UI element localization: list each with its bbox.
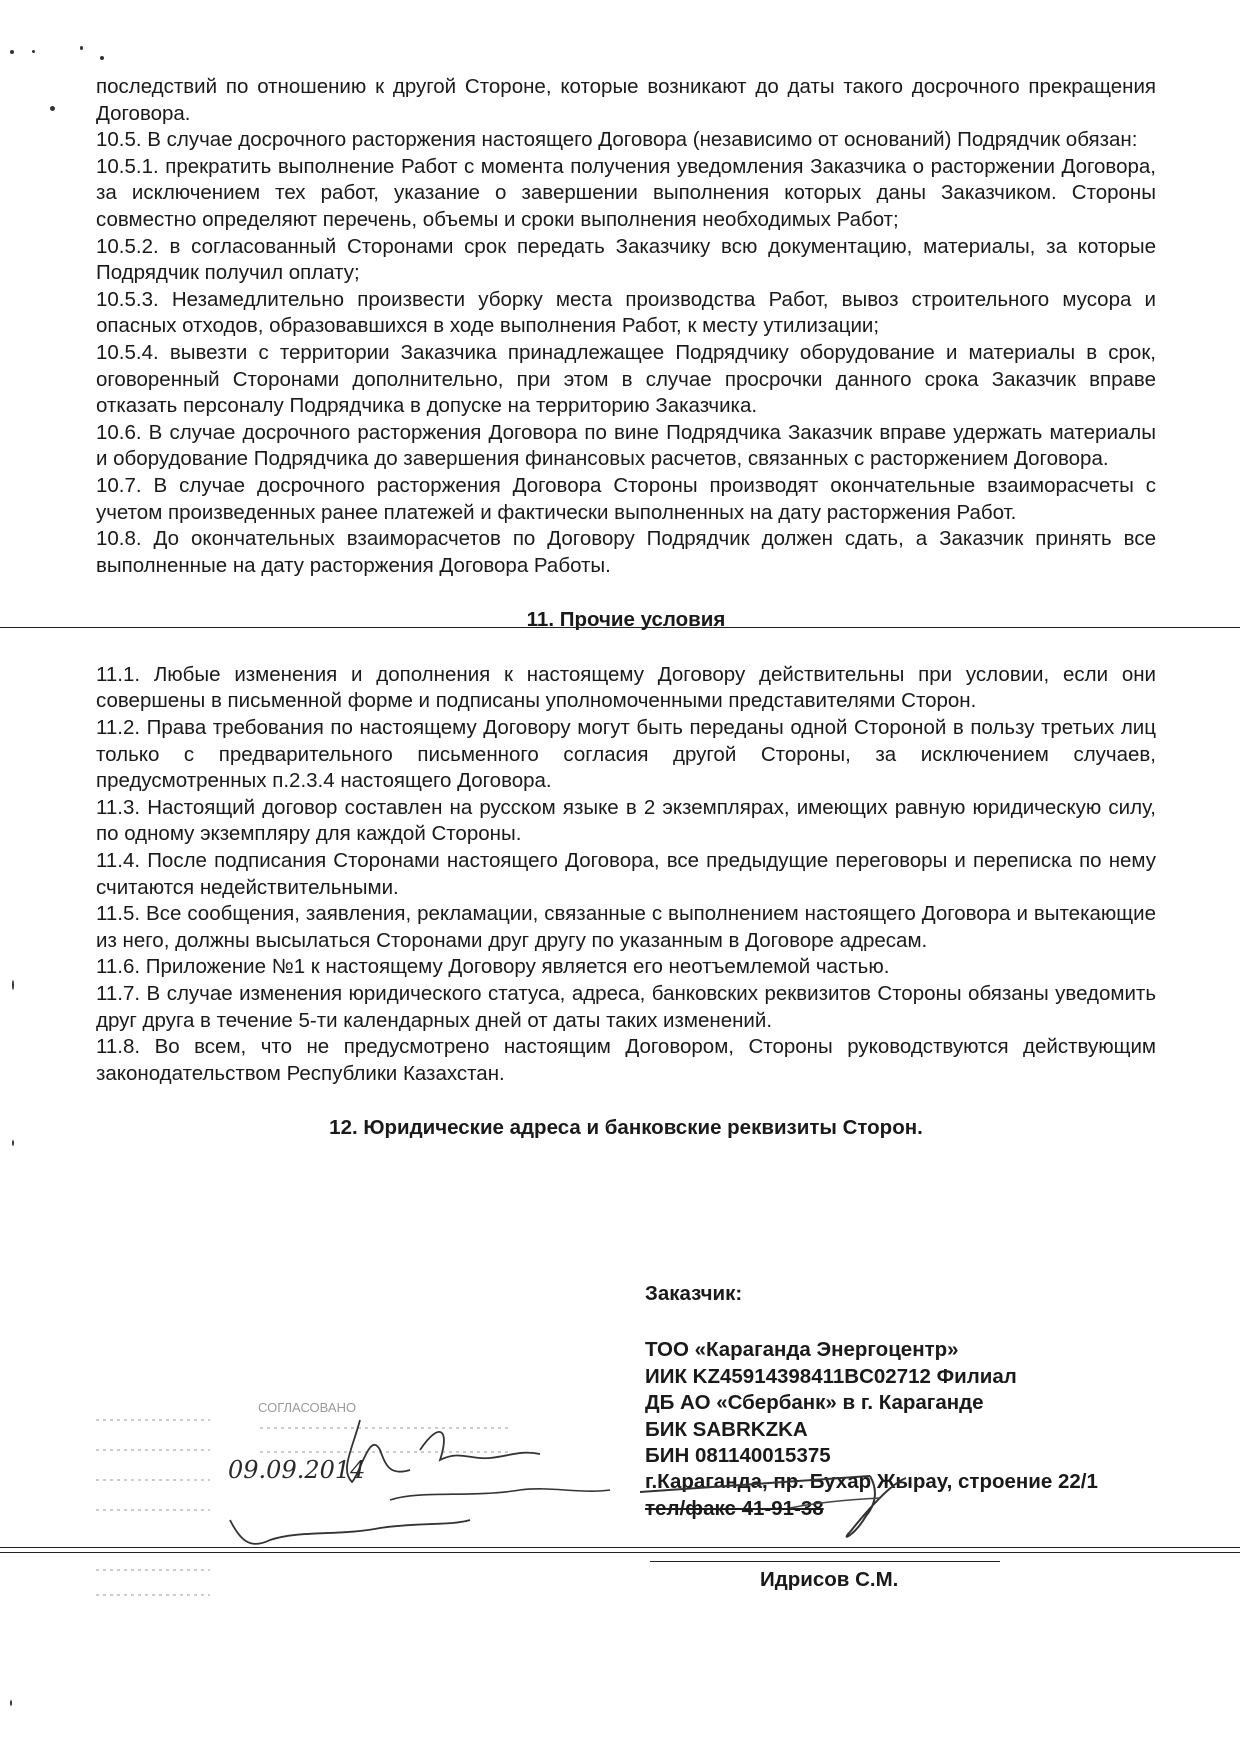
bin-line: БИН 081140015375 xyxy=(645,1444,831,1468)
iik-line: ИИК KZ45914398411BC02712 Филиал xyxy=(645,1364,1017,1388)
approval-stamp xyxy=(90,1390,690,1620)
scan-speck xyxy=(12,980,14,990)
section-11-title: 11. Прочие условия xyxy=(526,608,726,632)
scan-speck xyxy=(10,1700,12,1706)
customer-heading: Заказчик: xyxy=(645,1282,743,1305)
scan-speck xyxy=(32,50,35,53)
contract-body xyxy=(96,74,1156,1170)
paragraph: 10.8. До окончательных взаиморасчетов по Договору Подрядчик должен сдать, а Заказчик принять все выполненные на дату расторжения Договора Работы. xyxy=(96,527,1156,577)
scan-speck xyxy=(50,106,55,111)
paragraph: 11.7. В случае изменения юридического статуса, адреса, банковских реквизитов Стороны обязаны уведомить друг друга в течение 5-ти календарных дней от даты таких изменений. xyxy=(96,982,1156,1032)
signature-line xyxy=(650,1561,1000,1562)
paragraph: 11.3. Настоящий договор составлен на русском языке в 2 экземплярах, имеющих равную юридическую силу, по одному экземпляру для каждой Стороны. xyxy=(96,795,1156,846)
stamp-header: СОГЛАСОВАНО xyxy=(258,1400,357,1415)
paragraph: 11.8. Во всем, что не предусмотрено настоящим Договором, Стороны руководствуются действующим законодательством Республики Казахстан. xyxy=(96,1035,1156,1085)
paragraph: 10.7. В случае досрочного расторжения Договора Стороны производят окончательные взаиморасчеты с учетом произведенных ранее платежей и фактически выполненных на дату расторжения Работ. xyxy=(96,473,1156,524)
paragraph: 11.2. Права требования по настоящему Договору могут быть переданы одной Стороной в пользу третьих лиц только с предварительного письменного согласия другой Стороны, за исключением случаев, предусмотренных п.2.3.4 настоящего Договора. xyxy=(96,716,1156,793)
section-12-title: 12. Юридические адреса и банковские реквизиты Сторон. xyxy=(329,1116,923,1140)
paragraph: 11.4. После подписания Сторонами настоящего Договора, все предыдущие переговоры и переписка по нему считаются недействительными. xyxy=(96,849,1156,899)
scan-speck xyxy=(12,1140,14,1146)
handwritten-date: 09.09.2014 xyxy=(228,1456,366,1484)
paragraph: 10.5.1. прекратить выполнение Работ с момента получения уведомления Заказчика о расторжении Договора, за исключением тех работ, указание о завершении выполнения которых даны Заказчиком. Стороны совместно определяют перечень, объемы и сроки выполнения необходимых Работ; xyxy=(96,154,1156,231)
address-line: г.Караганда, пр. Бухар Жырау, строение 22/1 xyxy=(645,1470,1098,1494)
stamp-graphics xyxy=(90,1390,690,1620)
scan-speck xyxy=(10,50,14,54)
scan-speck xyxy=(80,46,83,50)
scan-rule-line xyxy=(0,627,1240,628)
bank-line: ДБ АО «Сбербанк» в г. Караганде xyxy=(645,1391,984,1415)
paragraph: 10.5. В случае досрочного расторжения настоящего Договора (независимо от оснований) Подрядчик обязан: xyxy=(96,128,1138,152)
paragraph: 11.5. Все сообщения, заявления, рекламации, связанные с выполнением настоящего Договора и вытекающие из него, должны высылаться Сторонами друг другу по указанным в Договоре адресам. xyxy=(96,902,1156,952)
paragraph: последствий по отношению к другой Стороне, которые возникают до даты такого досрочного прекращения Договора. xyxy=(96,75,1156,125)
scan-speck xyxy=(100,56,104,60)
paragraph: 11.6. Приложение №1 к настоящему Договору является его неотъемлемой частью. xyxy=(96,955,890,979)
company-name: ТОО «Караганда Энергоцентр» xyxy=(645,1338,959,1362)
paragraph: 10.5.4. вывезти с территории Заказчика принадлежащее Подрядчику оборудование и материалы в срок, оговоренный Сторонами дополнительно, при этом в случае просрочки данного срока Заказчик вправе отказать персоналу Подрядчика в допуске на территорию Заказчика. xyxy=(96,340,1156,418)
paragraph: 10.5.2. в согласованный Сторонами срок передать Заказчику всю документацию, материалы, за которые Подрядчик получил оплату; xyxy=(96,234,1156,285)
signer-name: Идрисов С.М. xyxy=(760,1568,899,1591)
paragraph: 11.1. Любые изменения и дополнения к настоящему Договору действительны при условии, если они совершены в письменной форме и подписаны уполномоченными представителями Сторон. xyxy=(96,662,1156,713)
paragraph: 10.6. В случае досрочного расторжения Договора по вине Подрядчика Заказчик вправе удержать материалы и оборудование Подрядчика до завершения финансовых расчетов, связанных с расторжением Договора. xyxy=(96,420,1156,471)
paragraph: 10.5.3. Незамедлительно произвести уборку места производства Работ, вывоз строительного мусора и опасных отходов, образовавшихся в ходе выполнения Работ, к месту утилизации; xyxy=(96,287,1156,338)
phone-fax-line: тел/факс 41-91-38 xyxy=(645,1496,824,1520)
bik-line: БИК SABRKZKA xyxy=(645,1417,808,1441)
